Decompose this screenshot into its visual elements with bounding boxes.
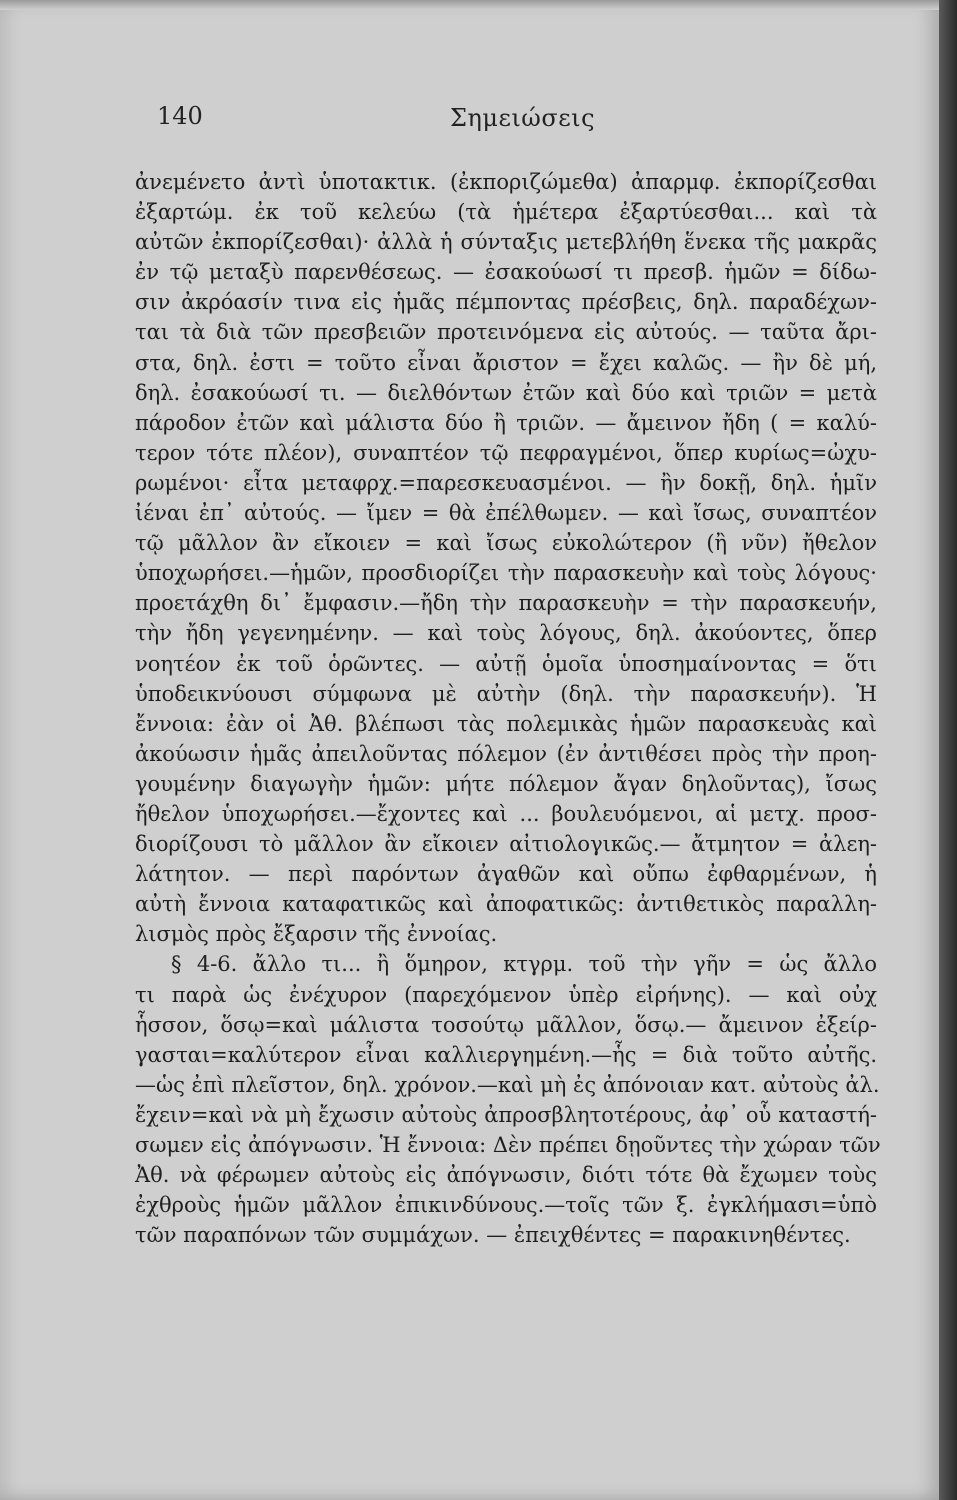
text-line: ἐχθροὺς ἡμῶν μᾶλλον ἐπικινδύνους.—τοῖς τῶν ξ. ἐγκλήμασι=ὑπὸ <box>135 1193 877 1218</box>
text-line: νοητέον ἐκ τοῦ ὁρῶντες. — αὐτῇ ὁμοῖα ὑποσημαίνοντας = ὅτι <box>135 651 877 676</box>
text-line: ται τὰ διὰ τῶν πρεσβειῶν προτεινόμενα εἰς αὐτούς. — ταῦτα ἄρι- <box>135 320 877 345</box>
text-line: ἰέναι ἐπ᾽ αὐτούς. — ἴμεν = θὰ ἐπέλθωμεν. — καὶ ἴσως, συναπτέον <box>135 501 877 526</box>
text-line: ρωμένοι· εἶτα μεταφρχ.=παρεσκευασμένοι. — ἢν δοκῇ, δηλ. ἡμῖν <box>135 470 877 495</box>
text-line: διορίζουσι τὸ μᾶλλον ἂν εἴκοιεν αἰτιολογικῶς.— ἄτμητον = ἀλεη- <box>135 832 877 857</box>
text-line: γασται=καλύτερον εἶναι καλλιεργημένη.—ἧς = διὰ τοῦτο αὐτῆς. <box>135 1042 877 1067</box>
text-line: σιν ἀκρόασίν τινα εἰς ἡμᾶς πέμποντας πρέσβεις, δηλ. παραδέχων- <box>135 290 877 315</box>
text-line: τὴν ἤδη γεγενημένην. — καὶ τοὺς λόγους, δηλ. ἀκούοντες, ὅπερ <box>135 621 877 646</box>
text-line: —ὡς ἐπὶ πλεῖστον, δηλ. χρόνον.—καὶ μὴ ἐς ἀπόνοιαν κατ. αὐτοὺς ἀλ. <box>135 1072 880 1097</box>
page-header <box>0 100 945 140</box>
text-line: τι παρὰ ὡς ἐνέχυρον (παρεχόμενον ὑπὲρ εἰρήνης). — καὶ οὐχ <box>135 982 877 1007</box>
text-line: γουμένην διαγωγὴν ἡμῶν: μήτε πόλεμον ἄγαν δηλοῦντας), ἴσως <box>135 771 877 796</box>
running-title: Σημειώσεις <box>450 104 596 132</box>
text-line: ἧσσον, ὅσῳ=καὶ μάλιστα τοσούτῳ μᾶλλον, ὅσῳ.— ἄμεινον ἐξείρ- <box>135 1012 877 1037</box>
text-line: ὑποχωρήσει.—ἡμῶν, προσδιορίζει τὴν παρασκευὴν καὶ τοὺς λόγους· <box>135 561 877 586</box>
text-line: στα, δηλ. ἐστι = τοῦτο εἶναι ἄριστον = ἔχει καλῶς. — ἢν δὲ μή, <box>135 350 877 375</box>
text-line: τερον τότε πλέον), συναπτέον τῷ πεφραγμένοι, ὅπερ κυρίως=ὠχυ- <box>135 440 877 465</box>
page-number: 140 <box>157 102 203 130</box>
text-line: ἐξαρτώμ. ἐκ τοῦ κελεύω (τὰ ἡμέτερα ἐξαρτύεσθαι... καὶ τὰ <box>135 200 877 225</box>
text-line: αὐτῶν ἐκπορίζεσθαι)· ἀλλὰ ἡ σύνταξις μετεβλήθη ἕνεκα τῆς μακρᾶς <box>135 230 877 255</box>
notes-text <box>135 167 881 1250</box>
text-line: σωμεν εἰς ἀπόγνωσιν. Ἡ ἔννοια: Δὲν πρέπει δῃοῦντες τὴν χώραν τῶν <box>135 1133 881 1157</box>
text-line: ἤθελον ὑποχωρήσει.—ἔχοντες καὶ ... βουλευόμενοι, αἱ μετχ. προσ- <box>135 801 877 826</box>
text-line-section-start: § 4-6. ἄλλο τι... ἢ ὅμηρον, κτγρμ. τοῦ τὴν γῆν = ὡς ἄλλο <box>171 952 877 977</box>
text-line-final: τῶν παραπόνων τῶν συμμάχων. — ἐπειχθέντες = παρακινηθέντες. <box>135 1223 851 1248</box>
text-line: λάτητον. — περὶ παρόντων ἀγαθῶν καὶ οὔπω ἐφθαρμένων, ἡ <box>135 862 877 887</box>
text-line: δηλ. ἐσακούωσί τι. — διελθόντων ἐτῶν καὶ δύο καὶ τριῶν = μετὰ <box>135 380 877 405</box>
text-line-paragraph-end: λισμὸς πρὸς ἔξαρσιν τῆς ἐννοίας. <box>135 922 498 947</box>
text-line: ὑποδεικνύουσι σύμφωνα μὲ αὐτὴν (δηλ. τὴν παρασκευήν). Ἡ <box>135 681 877 706</box>
text-line: ἔχειν=καὶ νὰ μὴ ἔχωσιν αὐτοὺς ἀπροσβλητοτέρους, ἀφ᾽ οὗ καταστή- <box>135 1102 877 1127</box>
text-line: προετάχθη δι᾽ ἔμφασιν.—ἤδη τὴν παρασκευὴν = τὴν παρασκευήν, <box>135 591 877 616</box>
book-spine-shadow <box>939 0 957 1500</box>
text-line: ἐν τῷ μεταξὺ παρενθέσεως. — ἐσακούωσί τι πρεσβ. ἡμῶν = δίδω- <box>135 260 877 285</box>
text-line: πάροδον ἐτῶν καὶ μάλιστα δύο ἢ τριῶν. — ἄμεινον ἤδη ( = καλύ- <box>135 410 877 435</box>
page-top-edge <box>0 0 945 10</box>
text-line: ἀκούωσιν ἡμᾶς ἀπειλοῦντας πόλεμον (ἐν ἀντιθέσει πρὸς τὴν προη- <box>135 741 877 766</box>
text-line: Ἀθ. νὰ φέρωμεν αὐτοὺς εἰς ἀπόγνωσιν, διότι τότε θὰ ἔχωμεν τοὺς <box>135 1163 877 1188</box>
text-line: τῷ μᾶλλον ἂν εἴκοιεν = καὶ ἴσως εὐκολώτερον (ἢ νῦν) ἤθελον <box>135 531 877 556</box>
text-line: αὐτὴ ἔννοια καταφατικῶς καὶ ἀποφατικῶς: ἀντιθετικὸς παραλλη- <box>135 892 877 917</box>
text-line: ἔννοια: ἐὰν οἱ Ἀθ. βλέπωσι τὰς πολεμικὰς ἡμῶν παρασκευὰς καὶ <box>135 711 877 736</box>
text-line: ἀνεμένετο ἀντὶ ὑποτακτικ. (ἐκποριζώμεθα) ἀπαρμφ. ἐκπορίζεσθαι <box>135 170 877 194</box>
